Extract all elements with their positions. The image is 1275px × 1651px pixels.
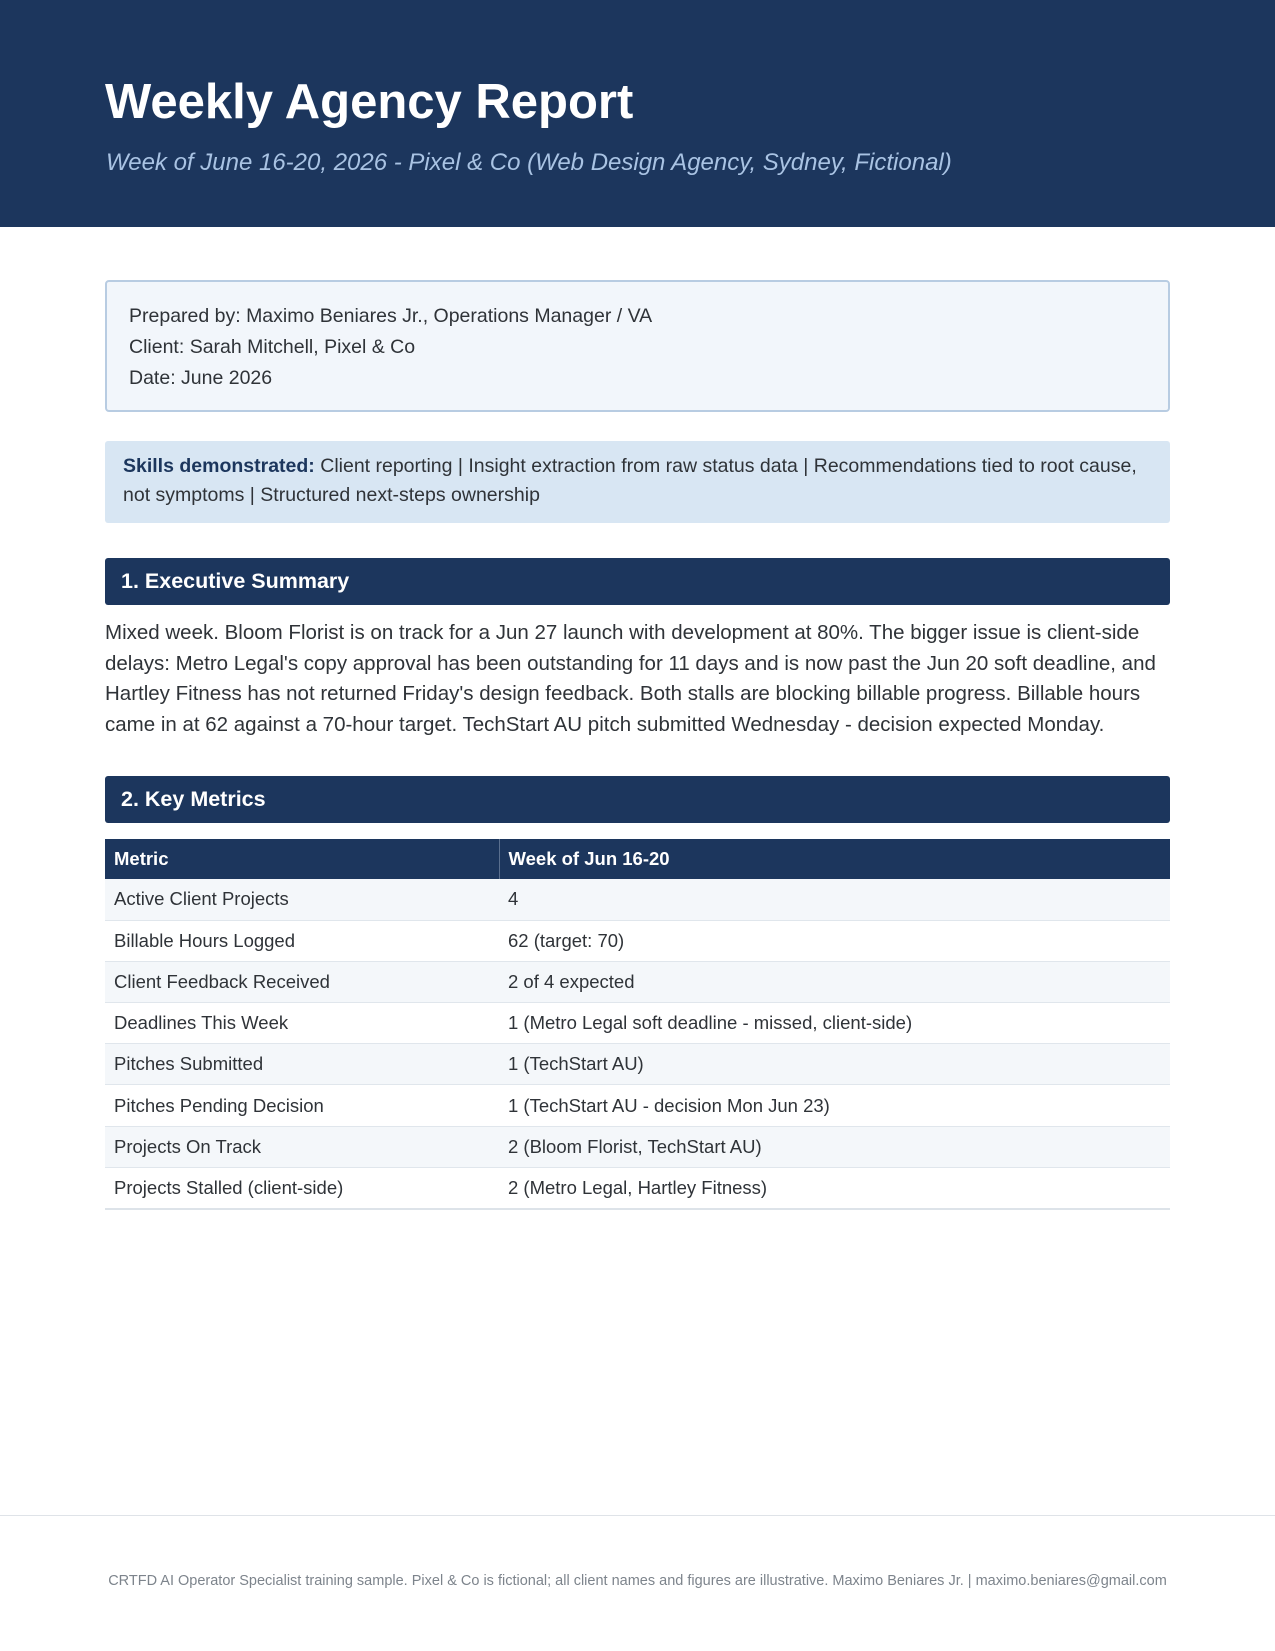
table-row <box>105 920 1170 961</box>
client-line: Client: Sarah Mitchell, Pixel & Co <box>129 336 416 358</box>
table-row <box>105 1167 1170 1208</box>
report-meta-box <box>105 280 1170 412</box>
footer-divider <box>0 1515 1275 1516</box>
prepared-by: Prepared by: Maximo Beniares Jr., Operations Manager / VA <box>129 305 653 327</box>
metric-value-cell: 2 of 4 expected <box>499 961 1170 1002</box>
metric-name-cell: Projects On Track <box>105 1126 499 1167</box>
key-metrics-table <box>105 839 1170 1210</box>
executive-summary-text: Mixed week. Bloom Florist is on track for a Jun 27 launch with development at 80%. The bigger issue is client-side delays: Metro Legal's copy approval has been outstanding for 11 days and is now past the Jun 20 soft deadline, and Hartley Fitness has not returned Friday's design feedback. Both stalls are blocking billable progress. Billable hours came in at 62 against a 70-hour target. TechStart AU pitch submitted Wednesday - decision expected Monday. <box>105 621 1156 736</box>
date-line: Date: June 2026 <box>129 367 273 389</box>
skills-text: Client reporting | Insight extraction from raw status data | Recommendations tied to root cause, not symptoms | Structured next-steps ownership <box>123 455 1137 506</box>
metric-value-cell: 2 (Bloom Florist, TechStart AU) <box>499 1126 1170 1167</box>
metric-value-cell: 1 (TechStart AU - decision Mon Jun 23) <box>499 1085 1170 1126</box>
header-banner <box>0 0 1275 227</box>
section-heading-key-metrics: 2. Key Metrics <box>105 776 1170 823</box>
metric-name-cell: Active Client Projects <box>105 879 499 920</box>
skills-callout <box>105 441 1170 523</box>
page-subtitle: Week of June 16-20, 2026 - Pixel & Co (Web Design Agency, Sydney, Fictional) <box>106 149 952 176</box>
metric-name-cell: Projects Stalled (client-side) <box>105 1167 499 1208</box>
metric-name-cell: Client Feedback Received <box>105 961 499 1002</box>
table-header-row <box>105 839 1170 879</box>
metric-value-cell: 62 (target: 70) <box>499 920 1170 961</box>
table-row <box>105 1085 1170 1126</box>
skills-label: Skills demonstrated: <box>123 455 315 477</box>
page-title: Weekly Agency Report <box>105 75 634 129</box>
table-row <box>105 879 1170 920</box>
table-row <box>105 1003 1170 1044</box>
metric-name-cell: Pitches Submitted <box>105 1044 499 1085</box>
footer-note: CRTFD AI Operator Specialist training sample. Pixel & Co is fictional; all client names and figures are illustrative. Maximo Beniares Jr. | maximo.beniares@gmail.com <box>108 1573 1167 1589</box>
metric-name-cell: Pitches Pending Decision <box>105 1085 499 1126</box>
metric-value-cell: 1 (Metro Legal soft deadline - missed, client-side) <box>499 1003 1170 1044</box>
metric-name-cell: Deadlines This Week <box>105 1003 499 1044</box>
metric-name-cell: Billable Hours Logged <box>105 920 499 961</box>
table-row <box>105 1126 1170 1167</box>
table-row <box>105 961 1170 1002</box>
metric-value-cell: 1 (TechStart AU) <box>499 1044 1170 1085</box>
metric-value-cell: 4 <box>499 879 1170 920</box>
table-row <box>105 1044 1170 1085</box>
column-header-week: Week of Jun 16-20 <box>499 839 1170 879</box>
section-heading-executive-summary: 1. Executive Summary <box>105 558 1170 605</box>
metric-value-cell: 2 (Metro Legal, Hartley Fitness) <box>499 1167 1170 1208</box>
column-header-metric: Metric <box>105 839 499 879</box>
